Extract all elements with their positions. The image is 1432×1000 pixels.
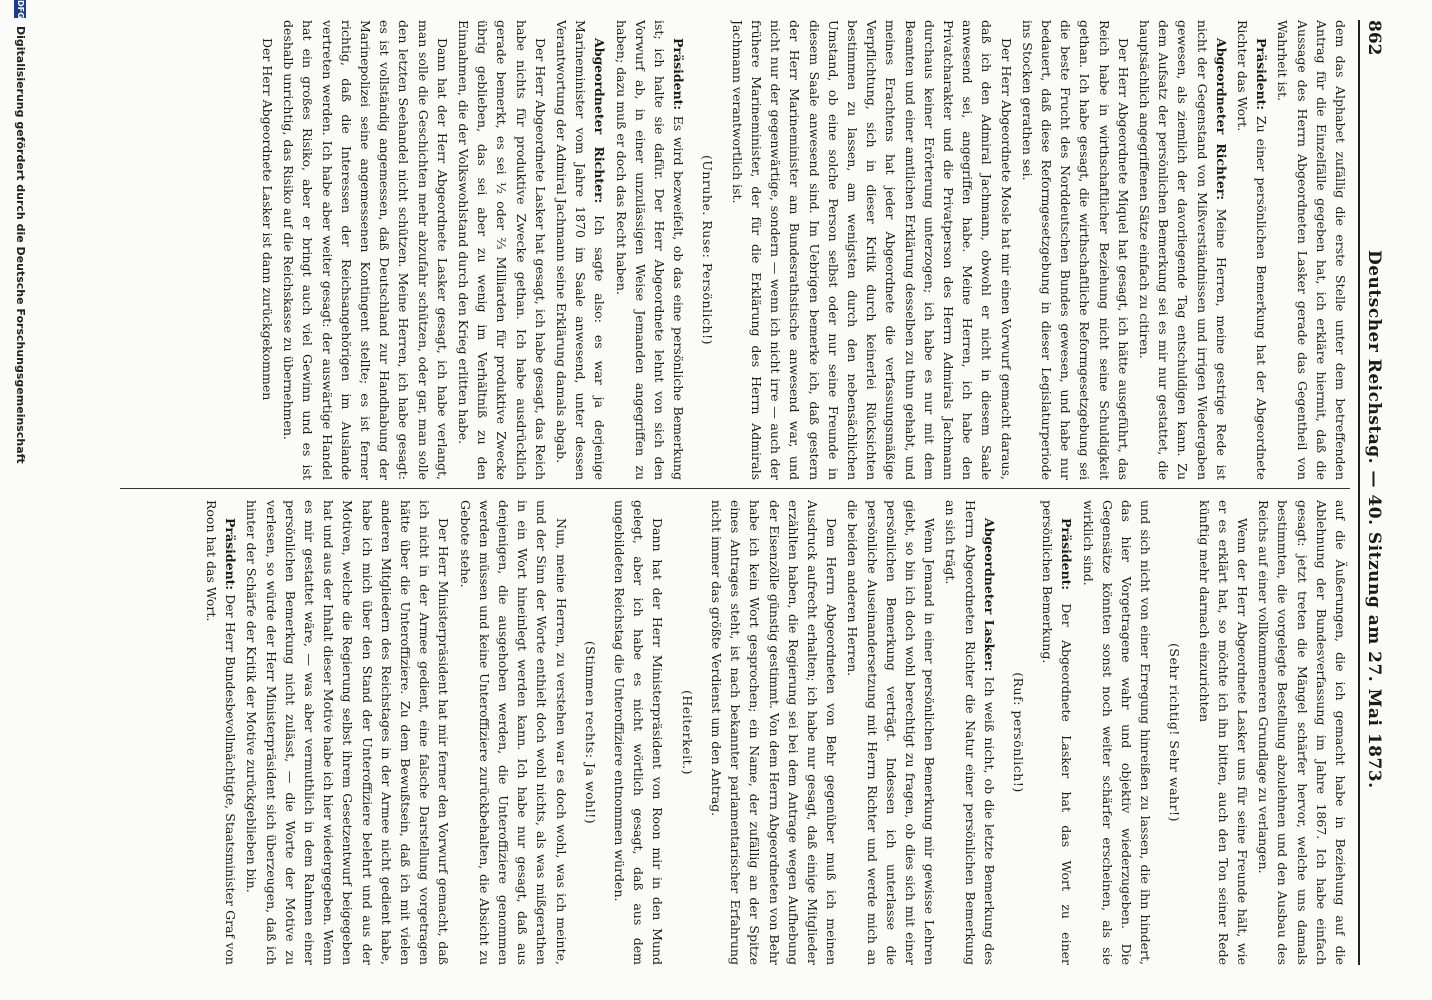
paragraph-text: (Stimmen rechts: Ja wohl!): [582, 640, 598, 825]
interjection: [1009, 500, 1028, 965]
speaker-label: Präsident:: [1254, 38, 1270, 111]
paragraph-text: und sich nicht von einer Erregung hinreißen zu lassen, die ihn hindert, das hier Vorgetragene wahr und objektiv wiederzugeben. Die Gegensätze könnten sonst noch weiter schärfer erscheinen, als sie wirklich sind.: [1080, 500, 1154, 965]
right-column: [100, 500, 1350, 965]
speaker-label: Abgeordneter Lasker:: [981, 518, 997, 672]
paragraph-text: Dem Herrn Abgeordneten von Behr gegenüber muß ich meinen Ausdruck aufrecht erhalten; ich habe nur gesagt, daß einige Mitglieder erzählten haben, die Regierung sei bei dem Antrage wegen Aufhebung der Eisenzölle günstig gestimmt. Von dem Herrn Abgeordneten von Behr habe ich kein Wort gesprochen; ein Name, der zufällig an der Spitze eines Antrages steht, ist nach bekannter parlamentarischer Erfahrung nicht immer das größte Verdienst um den Antrag.: [708, 500, 840, 965]
paragraph-text: (Unruhe. Ruse: Persönlich!): [700, 154, 716, 345]
paragraph-text: Zu einer persönlichen Bemerkung hat der Abgeordnete Richter das Wort.: [1234, 20, 1270, 480]
paragraph: [1078, 500, 1155, 965]
paragraph-text: Dann hat der Herr Ministerpräsident von Roon mir in den Mund gelegt, aber ich habe es nicht wörtlich gesagt, daß aus dem ungebildeten Reichstag die Unteroffiziere entnommen würden.: [612, 500, 666, 965]
paragraph-text: Der Abgeordnete Lasker hat das Wort zu einer persönlichen Bemerkung.: [1040, 500, 1075, 965]
paragraph-text: Der Herr Abgeordnete Lasker ist dann zurückgekommen: [260, 38, 276, 401]
paragraph: [1194, 500, 1252, 965]
paragraph-text: Der Herr Abgeordnete Miquel hat gesagt, ich hätte ausgeführt, das Reich habe in wirthschaftlicher Beziehung nicht seine Schuldigkeit gethan. Ich habe gesagt, die wirthschaftliche Reformgesetzgebung sei die beste Frucht des Norddeutschen Bundes gewesen, und habe nur bedauert, daß diese Reformgesetzgebung in dieser Legislaturperiode ins Stocken gerathen sei.: [1019, 20, 1131, 480]
paragraph-text: Es wird bezweifelt, ob das eine persönliche Bemerkung ist; ich halte sie dafür. Der Herr Abgeordnete lehnt von sich den Vorwurf ab, in einer unzulässigen Weise Jemanden angegriffen zu haben; dazu muß er doch das Recht haben.: [613, 20, 687, 480]
paragraph-text: dem das Alphabet zufällig die erste Stelle unter dem betreffenden Antrag für die Einzelfälle gegeben hat, ich erkläre hiermit, daß die Aussage des Herrn Abgeordneten Lasker gerade das Gegentheil von Wahrheit ist.: [1275, 20, 1348, 480]
paragraph-text: Wenn der Herr Abgeordnete Lasker uns für seine Freunde hält, wie er es erklärt hat, so möchte ich ihn bitten, auch den Ton seiner Rede künftig mehr darnach einzurichten: [1196, 500, 1250, 965]
speaker-label: Präsident:: [671, 38, 687, 111]
speaker-label: Präsident:: [1059, 518, 1075, 591]
paragraph-text: (Ruf: persönlich!): [1010, 672, 1026, 793]
paragraph-text: (Sehr richtig! Sehr wahr!): [1167, 643, 1183, 822]
paragraph-text: Ich sagte also: es war ja derjenige Marineminister vom Jahre 1870 im Saale anwesend, unter dessen Verantwortung der Admiral Jachmann seine Erklärung damals abgab.: [554, 20, 608, 480]
paragraph-text: Ich weiß nicht, ob die letzte Bemerkung des Herrn Abgeordneten Richter die Natur einer persönlichen Bemerkung an sich trägt.: [943, 500, 997, 965]
paragraph-text: auf die Äußerungen, die ich gemacht habe in Beziehung auf die Ablehnung der Bundesverfassung im Jahre 1867. Ich habe einfach gesagt: jetzt treten die Mängel schärfer hervor, welche uns damals bestimmten, die vorgelegte Bestellung abzulehnen und den Ausbau des Reichs auf einer vollkommeneren Grundlage zu verlangen.: [1256, 500, 1348, 965]
paragraph: [728, 20, 1016, 480]
dfg-logo: DFG: [16, 0, 25, 19]
page-footer: [8, 0, 28, 1000]
page-header: [1358, 20, 1388, 965]
paragraph-text: Der Herr Abgeordnete Mosle hat mir einen Vorwurf gemacht daraus, daß ich den Admiral Jachmann, obwohl er nicht in diesem Saale anwesend sei, angegriffen habe. Meine Herren, ich habe den Privatcharakter und die Privatperson des Herrn Admirals Jachmann durchaus keiner Erörterung unterzogen; ich habe es nur mit dem Beamten und einer amtlichen Erklärung desselben zu thun gehabt, und meines Erachtens hat jeder Abgeordnete die verfassungsmäßige Verpflichtung, sich in dieser Kritik durch keinerlei Rücksichten bestimmen zu lassen, am wenigsten durch den nebensächlichen Umstand, ob eine solche Person selbst oder nur seine Freunde in diesem Saale anwesend sind. Im Uebrigen bemerke ich, daß gestern der Herr Marineminister am Bundesrathstische anwesend war, und nicht nur der gegenwärtige, sondern — wenn ich nicht irre — auch der frühere Marineminister, der für die Erklärung des Herrn Admirals Jachmann verantwortlich ist.: [729, 20, 1014, 480]
interjection: [678, 500, 697, 965]
speaker-label: Abgeordneter Richter:: [1213, 38, 1229, 200]
paragraph: [843, 500, 939, 965]
paragraph-text: Der Herr Ministerpräsident hat mir ferner den Vorwurf gemacht, daß ich nicht in der Armee gedient, eine falsche Darstellung vorgetragen hätte über die Unteroffiziere. Zu dem Bewußtsein, daß ich mit vielen anderen Mitgliedern des Reichstages in der Armee nicht gedient habe, habe ich mich über den Stand der Unteroffiziere belehrt und aus der Motiven, welche die Regierung selbst ihrem Gesetzentwurf beigegeben hat und aus der Inhalt dieser Motive habe ich hier wiedergegeben. Wenn es mir gestattet wäre, — was aber vermuthlich in dem Rahmen einer persönlichen Bemerkung nicht zulässt, — die Worte der Motive zu verlesen, so würde der Herr Ministerpräsident sich überzeugen, daß ich hinter der Schärfe der Kritik der Motive zurückgeblieben bin.: [244, 500, 452, 965]
paragraph: [1135, 20, 1231, 480]
paragraph: [552, 20, 610, 480]
column-divider: [120, 488, 1350, 489]
paragraph: [279, 20, 452, 480]
paragraph: [611, 20, 688, 480]
paragraph: [202, 500, 240, 965]
paragraph-text: Wenn Jemand in einer persönlichen Bemerkung mir gewisse Lehren giebt, so bin ich doch wohl berechtigt zu fragen, ob dies sich mit einer persönlichen Bemerkung verträgt. Indessen ich unterlasse die persönliche Auseinandersetzung mit Herrn Richter und werde mich an die beiden anderen Herren.: [845, 500, 938, 965]
speaker-label: Präsident:: [223, 518, 239, 591]
interjection: [581, 500, 600, 965]
paragraph: [454, 20, 550, 480]
paragraph: [1018, 20, 1133, 480]
left-column: [100, 20, 1350, 480]
paragraph-text: Der Herr Abgeordnete Lasker hat gesagt, ich habe gesagt, das Reich habe nichts für produktive Zwecke gethan. Ich habe ausdrücklich gerade bemerkt, es sei ½ oder ⅔ Milliarden für produktive Zwecke übrig geblieben, das sei aber zu wenig im Verhältniß zu den Einnahmen, die der Volkswohlstand durch den Krieg erlitten habe.: [456, 20, 548, 480]
interjection: [1165, 500, 1184, 965]
paragraph-text: Meine Herren, meine gestrige Rede ist nicht der Gegenstand von Mißverständnissen und irrigen Wiedergaben gewesen, als ziemlich der davorliegende Tag entschuldigen kann. Zu dem Aufsatz der persönlichen Bemerkung sei es mir nur gestattet, die hauptsächlich angegriffenen Sätze einfach zu citiren.: [1136, 20, 1229, 480]
running-title: Deutscher Reichstag. — 40. Sitzung am 27. Mai 1873.: [1364, 250, 1384, 789]
paragraph: [707, 500, 841, 965]
paragraph-text: Nun, meine Herren, zu verstehen war es doch wohl, was ich meinte, und der Sinn der Worte enthielt doch wohl nichts, als was mißgerathen in ein Wort hineinlegt werden kann. Ich habe nur gesagt, daß aus denjenigen, die ausgehoben werden, die Unteroffiziere genommen werden müssen und keine Unteroffiziere zurückbehalten, die Absicht zu Gebote stehe.: [457, 500, 569, 965]
page-number: 862: [1364, 20, 1384, 56]
paragraph: [242, 500, 453, 965]
paragraph: [1254, 500, 1350, 965]
paragraph-text: (Heiterkeit.): [679, 690, 695, 775]
paragraph: [941, 500, 999, 965]
paragraph-text: Dann hat der Herr Abgeordnete Lasker gesagt, ich habe verlangt, man solle die Geschichten mehr abzufahr schützen, oder gar, man solle den letzten Seehandel nicht schützen. Meine Herren, ich habe gesagt: es ist vollständig angemessen, daß Deutschland zur Handhabung der Marinepolizei seine angemessenen Kontingent stellte; es ist ferner richtig, daß die Interessen der Reichsangehörigen im Auslande vertreten werden. Ich habe aber weiter gesagt: der auswärtige Handel hat ein großes Risiko, aber er bringt auch viel Gewinn und es ist deshalb unrichtig, das Risiko auf die Reichskasse zu übernehmen.: [281, 20, 450, 480]
paragraph: [1233, 20, 1271, 480]
speaker-label: Abgeordneter Richter:: [592, 38, 608, 204]
paragraph: [1273, 20, 1350, 480]
paragraph-text: Der Herr Bundesbevollmächtigte, Staatsminister Graf von Roon hat das Wort.: [204, 500, 239, 965]
interjection: [698, 20, 717, 480]
paragraph: [1038, 500, 1076, 965]
paragraph: [610, 500, 668, 965]
funding-notice: Digitalisierung gefördert durch die Deutsche Forschungsgemeinschaft: [14, 26, 27, 464]
paragraph: [455, 500, 570, 965]
paragraph: [258, 20, 277, 480]
